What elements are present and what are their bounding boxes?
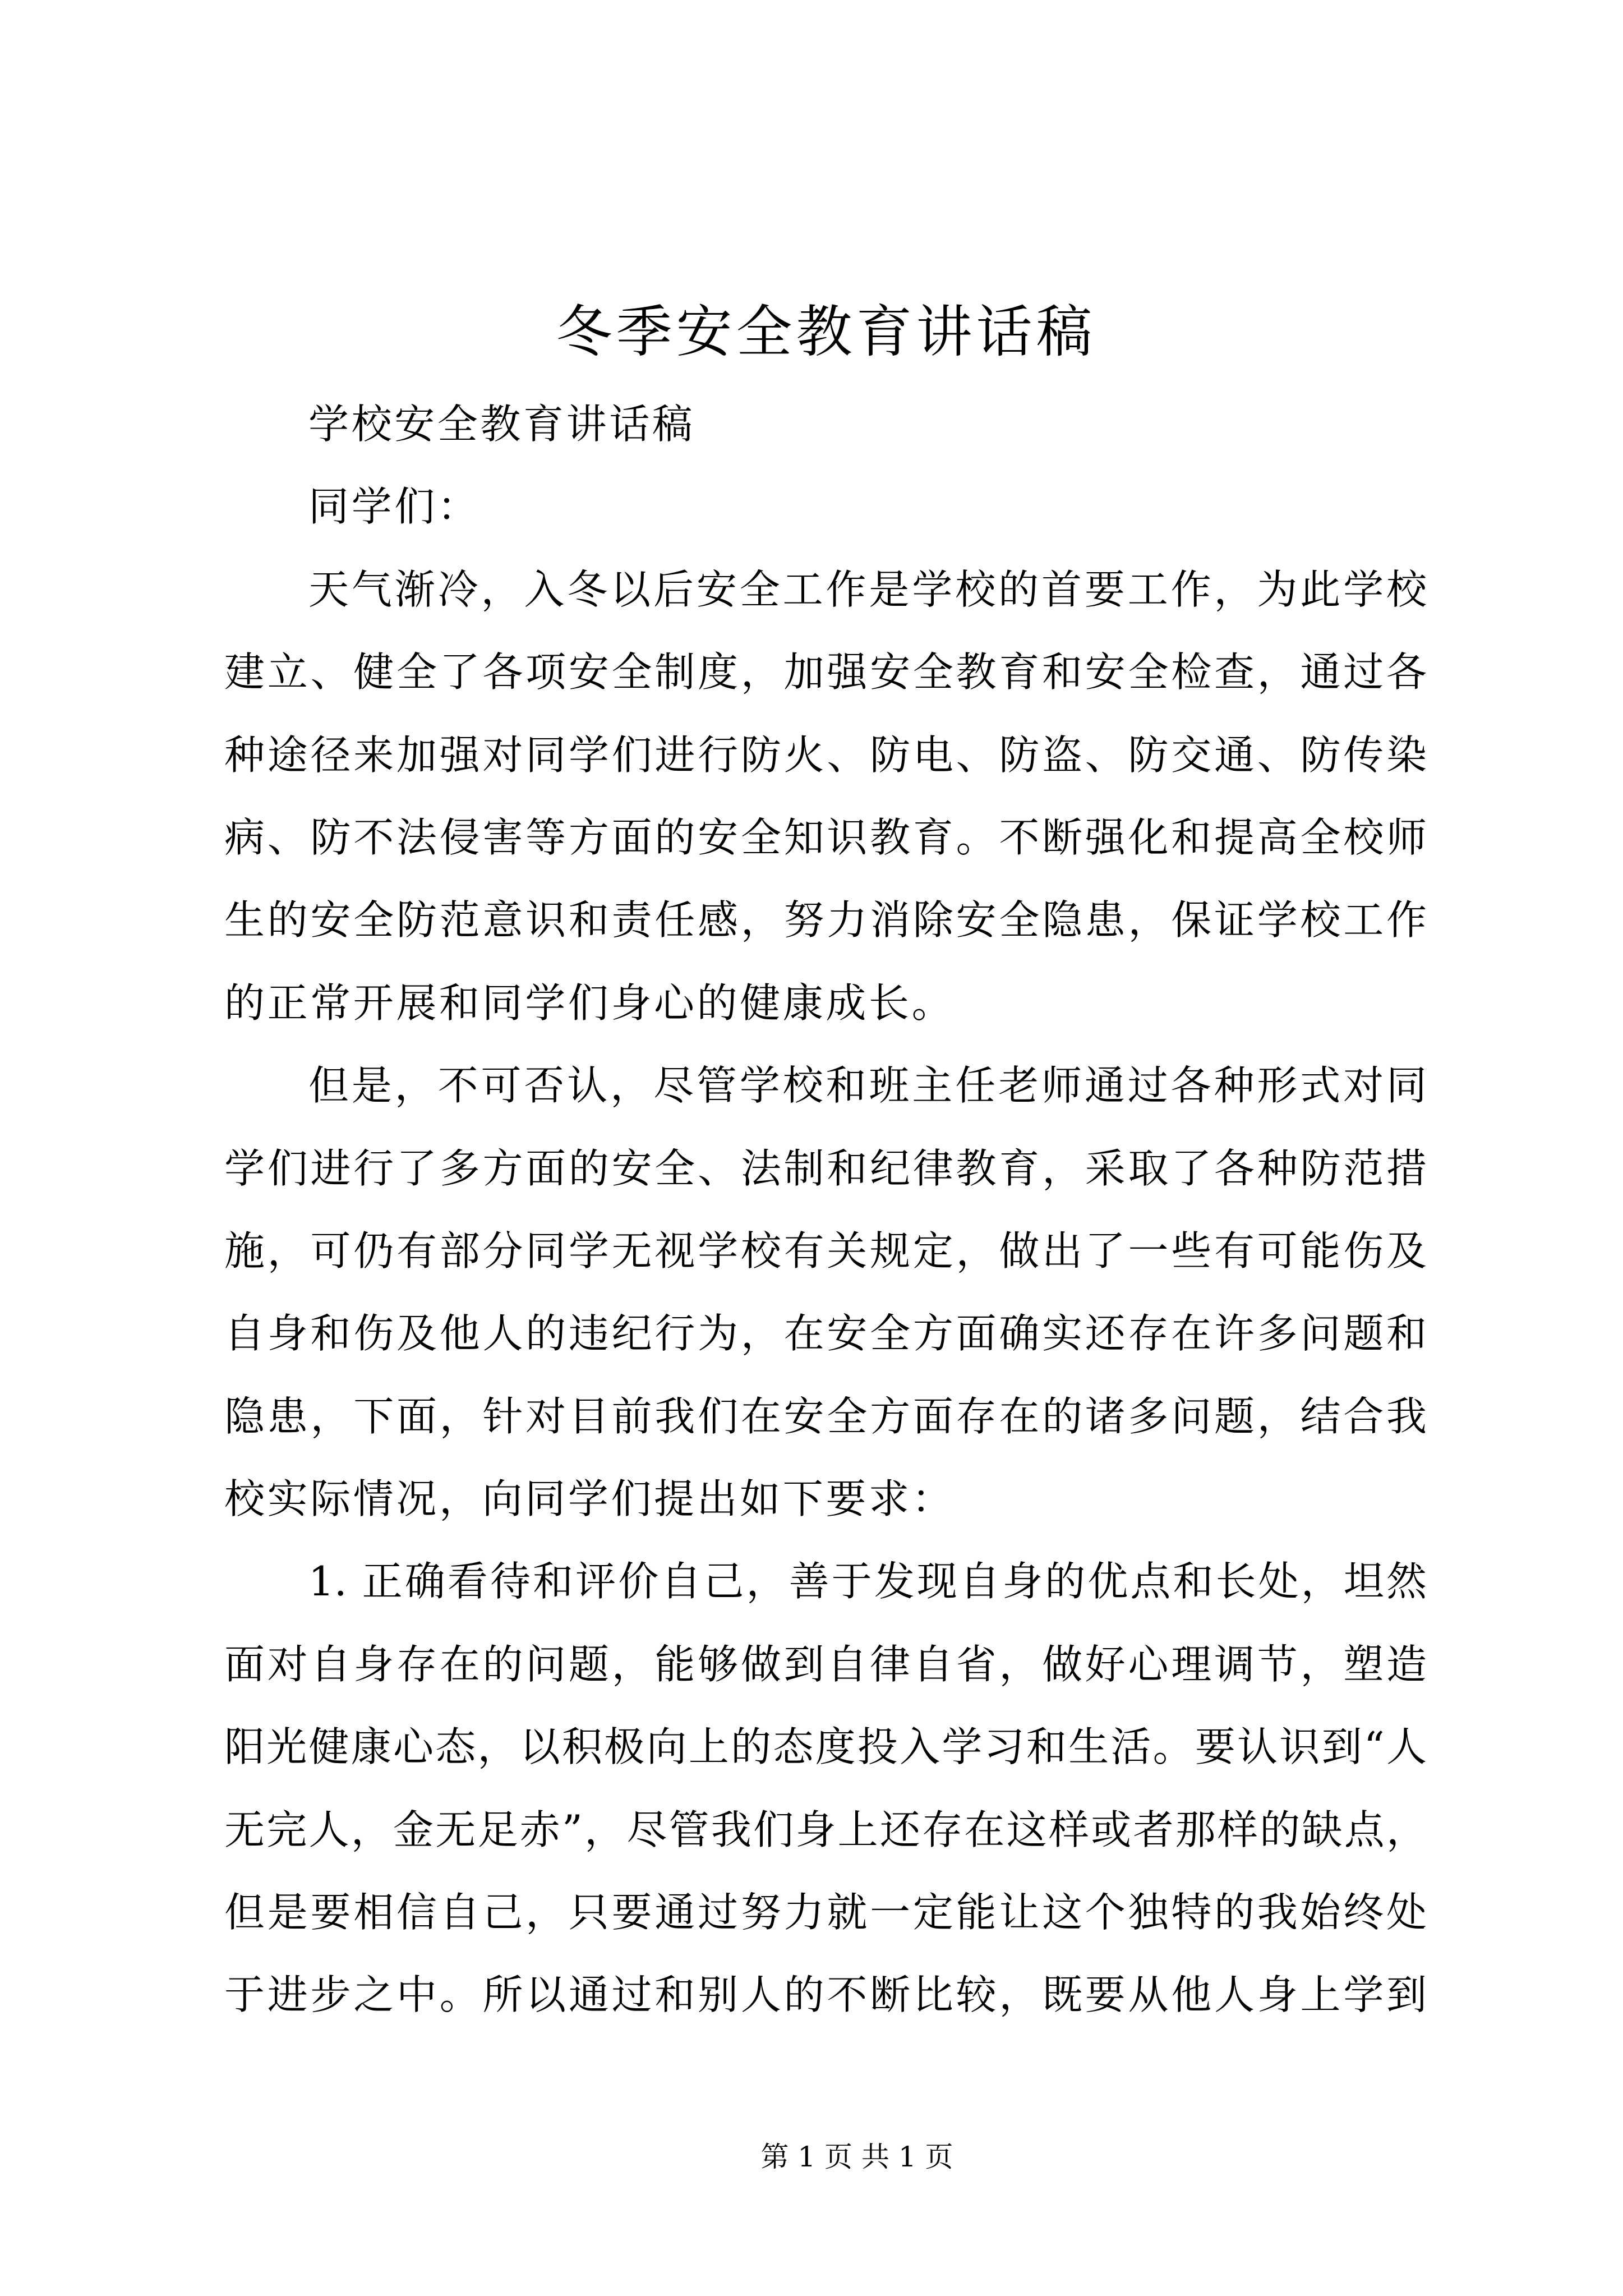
document-subtitle: 学校安全教育讲话稿 [308, 401, 695, 448]
paragraph-line: 的正常开展和同学们身心的健康成长。 [224, 979, 955, 1027]
document-body [224, 383, 1427, 2037]
paragraph-line: 种途径来加强对同学们进行防火、防电、防盗、防交通、防传染 [224, 731, 1427, 779]
paragraph-line: 自身和伤及他人的违纪行为，在安全方面确实还存在许多问题和 [224, 1310, 1427, 1358]
paragraph-line: 但是要相信自己，只要通过努力就一定能让这个独特的我始终处 [224, 1889, 1427, 1936]
page-number-footer: 第 1 页 共 1 页 [760, 2141, 953, 2173]
paragraph-line: 1. 正确看待和评价自己，善于发现自身的优点和长处，坦然 [308, 1558, 1427, 1605]
paragraph-line: 面对自身存在的问题，能够做到自律自省，做好心理调节，塑造 [224, 1640, 1427, 1688]
paragraph-line: 隐患，下面，针对目前我们在安全方面存在的诸多问题，结合我 [224, 1392, 1427, 1440]
paragraph-line: 学们进行了多方面的安全、法制和纪律教育，采取了各种防范措 [224, 1144, 1427, 1192]
document-title: 冬季安全教育讲话稿 [556, 299, 1096, 365]
paragraph-line: 病、防不法侵害等方面的安全知识教育。不断强化和提高全校师 [224, 813, 1427, 861]
paragraph-line: 但是，不可否认，尽管学校和班主任老师通过各种形式对同 [308, 1062, 1427, 1110]
paragraph-2 [224, 1045, 1427, 1540]
paragraph-line: 生的安全防范意识和责任感，努力消除安全隐患，保证学校工作 [224, 896, 1427, 944]
paragraph-line: 阳光健康心态，以积极向上的态度投入学习和生活。要认识到“人 [224, 1723, 1427, 1771]
paragraph-1 [224, 549, 1427, 1045]
paragraph-line: 校实际情况，向同学们提出如下要求： [224, 1475, 955, 1523]
paragraph-line: 无完人，金无足赤”，尽管我们身上还存在这样或者那样的缺点， [224, 1806, 1427, 1853]
paragraph-line: 于进步之中。所以通过和别人的不断比较，既要从他人身上学到 [224, 1971, 1427, 2019]
greeting: 同学们： [308, 483, 481, 531]
paragraph-3 [224, 1540, 1427, 2036]
paragraph-line: 施，可仍有部分同学无视学校有关规定，做出了一些有可能伤及 [224, 1227, 1427, 1274]
paragraph-line: 天气渐冷，入冬以后安全工作是学校的首要工作，为此学校 [308, 565, 1427, 613]
paragraph-line: 建立、健全了各项安全制度，加强安全教育和安全检查，通过各 [224, 648, 1427, 696]
